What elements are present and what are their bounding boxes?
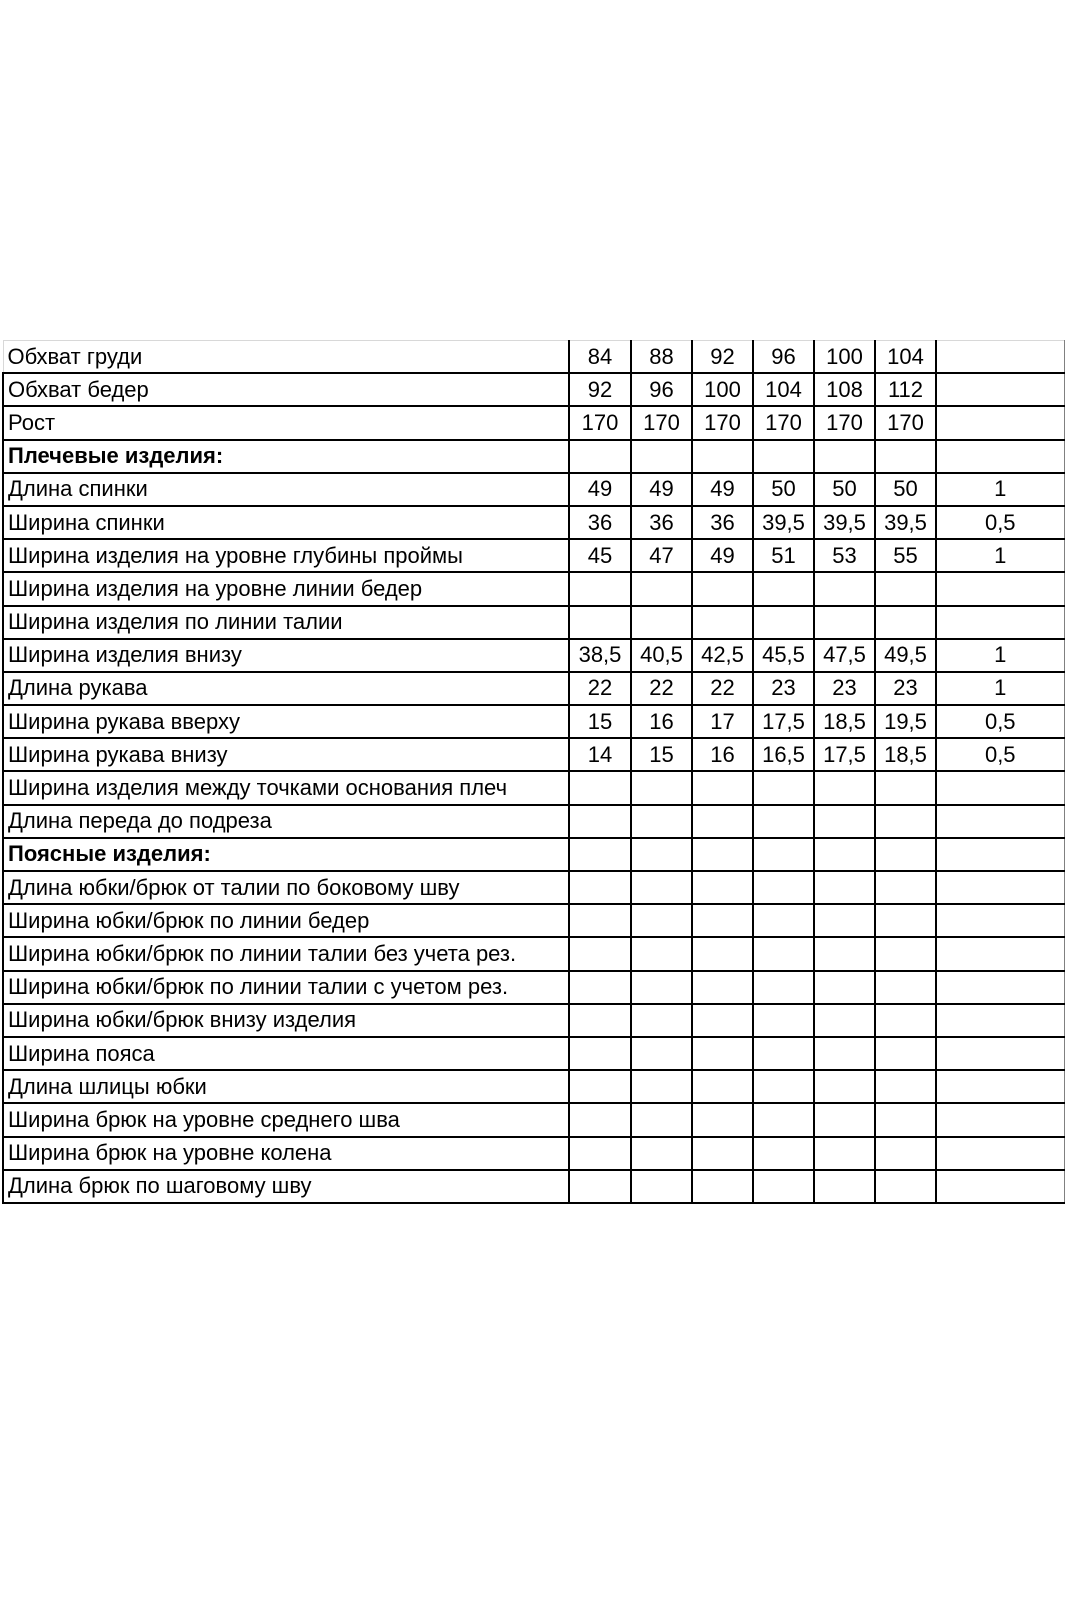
table-row xyxy=(3,805,1064,838)
size-value-cell xyxy=(753,572,814,605)
size-value-cell: 50 xyxy=(875,473,936,506)
tolerance-cell xyxy=(936,904,1064,937)
size-value-cell xyxy=(753,871,814,904)
table-row xyxy=(3,838,1064,871)
size-value-cell xyxy=(753,771,814,804)
size-value-cell xyxy=(569,1070,631,1103)
tolerance-cell: 1 xyxy=(936,639,1064,672)
size-value-cell xyxy=(569,937,631,970)
table-row xyxy=(3,406,1064,439)
table-row xyxy=(3,1170,1064,1203)
size-value-cell: 45,5 xyxy=(753,639,814,672)
size-value-cell xyxy=(875,838,936,871)
size-value-cell xyxy=(875,606,936,639)
size-value-cell xyxy=(814,1170,875,1203)
size-value-cell: 50 xyxy=(814,473,875,506)
size-value-cell xyxy=(814,971,875,1004)
tolerance-cell xyxy=(936,406,1064,439)
size-value-cell xyxy=(875,904,936,937)
tolerance-cell xyxy=(936,1037,1064,1070)
measurement-label: Рост xyxy=(3,406,569,439)
size-value-cell: 49 xyxy=(631,473,692,506)
table-row xyxy=(3,738,1064,771)
size-value-cell: 170 xyxy=(569,406,631,439)
table-row xyxy=(3,1137,1064,1170)
tolerance-cell xyxy=(936,971,1064,1004)
size-value-cell: 53 xyxy=(814,539,875,572)
measurement-label: Ширина изделия внизу xyxy=(3,639,569,672)
section-heading: Поясные изделия: xyxy=(3,838,569,871)
size-value-cell: 92 xyxy=(569,373,631,406)
table-row xyxy=(3,1037,1064,1070)
table-row xyxy=(3,904,1064,937)
tolerance-cell: 0,5 xyxy=(936,506,1064,539)
size-value-cell xyxy=(814,1103,875,1136)
measurement-label: Длина рукава xyxy=(3,672,569,705)
size-value-cell: 49,5 xyxy=(875,639,936,672)
size-value-cell xyxy=(692,904,753,937)
size-value-cell xyxy=(692,771,753,804)
size-value-cell xyxy=(814,1004,875,1037)
size-value-cell: 22 xyxy=(692,672,753,705)
size-value-cell xyxy=(631,1004,692,1037)
table-row xyxy=(3,705,1064,738)
tolerance-cell xyxy=(936,1103,1064,1136)
size-value-cell: 42,5 xyxy=(692,639,753,672)
size-value-cell: 96 xyxy=(631,373,692,406)
size-value-cell: 39,5 xyxy=(753,506,814,539)
size-value-cell xyxy=(753,606,814,639)
size-value-cell xyxy=(875,1137,936,1170)
size-chart-body xyxy=(3,341,1064,1203)
tolerance-cell: 1 xyxy=(936,539,1064,572)
size-value-cell xyxy=(692,1070,753,1103)
table-row xyxy=(3,937,1064,970)
size-value-cell xyxy=(692,1103,753,1136)
size-value-cell: 170 xyxy=(631,406,692,439)
tolerance-cell xyxy=(936,838,1064,871)
size-value-cell: 38,5 xyxy=(569,639,631,672)
size-value-cell xyxy=(814,904,875,937)
size-value-cell xyxy=(875,1170,936,1203)
table-row xyxy=(3,341,1064,374)
size-value-cell: 15 xyxy=(631,738,692,771)
tolerance-cell xyxy=(936,937,1064,970)
measurement-label: Ширина рукава внизу xyxy=(3,738,569,771)
table-row xyxy=(3,1004,1064,1037)
size-value-cell xyxy=(875,1070,936,1103)
size-value-cell: 16 xyxy=(631,705,692,738)
measurement-label: Длина юбки/брюк от талии по боковому шву xyxy=(3,871,569,904)
table-row xyxy=(3,440,1064,473)
table-row xyxy=(3,373,1064,406)
tolerance-cell xyxy=(936,771,1064,804)
size-value-cell: 47 xyxy=(631,539,692,572)
size-value-cell xyxy=(631,805,692,838)
size-value-cell: 51 xyxy=(753,539,814,572)
size-value-cell xyxy=(753,1170,814,1203)
size-value-cell xyxy=(569,1103,631,1136)
tolerance-cell xyxy=(936,440,1064,473)
tolerance-cell xyxy=(936,1004,1064,1037)
measurement-label: Длина брюк по шаговому шву xyxy=(3,1170,569,1203)
table-row xyxy=(3,871,1064,904)
size-value-cell xyxy=(692,572,753,605)
measurement-label: Ширина юбки/брюк по линии талии с учетом рез. xyxy=(3,971,569,1004)
table-row xyxy=(3,672,1064,705)
size-value-cell xyxy=(692,937,753,970)
size-value-cell: 23 xyxy=(753,672,814,705)
size-value-cell xyxy=(692,1137,753,1170)
size-value-cell xyxy=(692,805,753,838)
size-value-cell: 92 xyxy=(692,341,753,374)
table-row xyxy=(3,1070,1064,1103)
tolerance-cell xyxy=(936,1170,1064,1203)
size-value-cell: 55 xyxy=(875,539,936,572)
measurement-label: Обхват бедер xyxy=(3,373,569,406)
size-value-cell xyxy=(631,838,692,871)
size-value-cell xyxy=(814,572,875,605)
size-value-cell xyxy=(631,1137,692,1170)
tolerance-cell xyxy=(936,805,1064,838)
size-value-cell xyxy=(875,971,936,1004)
size-value-cell: 50 xyxy=(753,473,814,506)
size-value-cell xyxy=(692,606,753,639)
size-value-cell xyxy=(753,937,814,970)
size-value-cell xyxy=(814,771,875,804)
size-value-cell: 40,5 xyxy=(631,639,692,672)
size-value-cell: 104 xyxy=(875,341,936,374)
measurement-label: Ширина юбки/брюк по линии бедер xyxy=(3,904,569,937)
size-value-cell: 39,5 xyxy=(875,506,936,539)
section-heading: Плечевые изделия: xyxy=(3,440,569,473)
size-value-cell: 84 xyxy=(569,341,631,374)
size-value-cell xyxy=(875,440,936,473)
size-value-cell xyxy=(875,871,936,904)
measurement-label: Ширина брюк на уровне среднего шва xyxy=(3,1103,569,1136)
size-chart-table xyxy=(2,340,1065,1204)
size-value-cell: 16 xyxy=(692,738,753,771)
table-row xyxy=(3,639,1064,672)
size-value-cell xyxy=(692,440,753,473)
size-value-cell: 17,5 xyxy=(814,738,875,771)
measurement-label: Обхват груди xyxy=(3,341,569,374)
size-value-cell: 23 xyxy=(875,672,936,705)
size-value-cell xyxy=(875,805,936,838)
size-value-cell xyxy=(753,440,814,473)
tolerance-cell: 1 xyxy=(936,473,1064,506)
size-value-cell xyxy=(569,1137,631,1170)
size-value-cell: 18,5 xyxy=(814,705,875,738)
size-value-cell xyxy=(569,871,631,904)
measurement-label: Ширина брюк на уровне колена xyxy=(3,1137,569,1170)
tolerance-cell xyxy=(936,341,1064,374)
size-value-cell: 17,5 xyxy=(753,705,814,738)
size-value-cell xyxy=(631,1103,692,1136)
size-value-cell xyxy=(631,440,692,473)
size-value-cell xyxy=(569,606,631,639)
size-value-cell: 47,5 xyxy=(814,639,875,672)
tolerance-cell xyxy=(936,572,1064,605)
size-value-cell xyxy=(814,838,875,871)
size-value-cell: 104 xyxy=(753,373,814,406)
size-value-cell xyxy=(875,1103,936,1136)
size-value-cell xyxy=(753,838,814,871)
size-value-cell xyxy=(692,871,753,904)
table-row xyxy=(3,1103,1064,1136)
size-value-cell xyxy=(753,1137,814,1170)
size-value-cell xyxy=(569,1170,631,1203)
size-value-cell: 15 xyxy=(569,705,631,738)
size-value-cell xyxy=(631,1037,692,1070)
size-value-cell: 49 xyxy=(692,473,753,506)
size-value-cell xyxy=(875,937,936,970)
size-value-cell: 88 xyxy=(631,341,692,374)
size-value-cell: 100 xyxy=(814,341,875,374)
size-value-cell xyxy=(875,1037,936,1070)
size-value-cell xyxy=(753,971,814,1004)
tolerance-cell: 0,5 xyxy=(936,705,1064,738)
size-value-cell xyxy=(631,1070,692,1103)
size-value-cell xyxy=(631,1170,692,1203)
table-row xyxy=(3,606,1064,639)
size-value-cell xyxy=(753,1004,814,1037)
measurement-label: Длина спинки xyxy=(3,473,569,506)
size-value-cell: 170 xyxy=(692,406,753,439)
size-value-cell xyxy=(814,440,875,473)
size-value-cell xyxy=(631,904,692,937)
table-row xyxy=(3,971,1064,1004)
size-value-cell: 170 xyxy=(753,406,814,439)
table-row xyxy=(3,539,1064,572)
size-value-cell xyxy=(875,1004,936,1037)
size-value-cell: 36 xyxy=(692,506,753,539)
size-value-cell xyxy=(814,1070,875,1103)
size-value-cell xyxy=(692,1170,753,1203)
size-value-cell xyxy=(875,572,936,605)
size-value-cell xyxy=(631,606,692,639)
size-value-cell xyxy=(631,771,692,804)
size-value-cell xyxy=(753,805,814,838)
measurement-label: Длина переда до подреза xyxy=(3,805,569,838)
size-value-cell xyxy=(814,1037,875,1070)
size-value-cell xyxy=(692,1037,753,1070)
size-value-cell: 96 xyxy=(753,341,814,374)
size-value-cell xyxy=(569,440,631,473)
size-value-cell: 22 xyxy=(569,672,631,705)
size-value-cell xyxy=(631,971,692,1004)
size-value-cell: 14 xyxy=(569,738,631,771)
measurement-label: Ширина юбки/брюк по линии талии без учета рез. xyxy=(3,937,569,970)
size-value-cell xyxy=(875,771,936,804)
size-value-cell xyxy=(692,1004,753,1037)
size-value-cell xyxy=(692,838,753,871)
table-row xyxy=(3,572,1064,605)
size-value-cell: 108 xyxy=(814,373,875,406)
measurement-label: Ширина изделия на уровне линии бедер xyxy=(3,572,569,605)
size-value-cell xyxy=(814,805,875,838)
size-value-cell xyxy=(814,1137,875,1170)
size-value-cell: 170 xyxy=(814,406,875,439)
measurement-label: Ширина изделия по линии талии xyxy=(3,606,569,639)
size-value-cell xyxy=(814,871,875,904)
measurement-label: Ширина изделия на уровне глубины проймы xyxy=(3,539,569,572)
size-value-cell xyxy=(569,771,631,804)
size-value-cell xyxy=(569,838,631,871)
tolerance-cell xyxy=(936,871,1064,904)
size-value-cell: 22 xyxy=(631,672,692,705)
table-row xyxy=(3,506,1064,539)
size-value-cell xyxy=(753,904,814,937)
size-value-cell: 18,5 xyxy=(875,738,936,771)
measurement-label: Ширина изделия между точками основания плеч xyxy=(3,771,569,804)
size-value-cell xyxy=(814,937,875,970)
measurement-label: Ширина спинки xyxy=(3,506,569,539)
size-value-cell: 49 xyxy=(569,473,631,506)
size-value-cell xyxy=(753,1103,814,1136)
table-row xyxy=(3,771,1064,804)
size-value-cell: 23 xyxy=(814,672,875,705)
tolerance-cell xyxy=(936,1137,1064,1170)
size-value-cell: 170 xyxy=(875,406,936,439)
size-value-cell: 36 xyxy=(569,506,631,539)
size-value-cell: 49 xyxy=(692,539,753,572)
size-value-cell xyxy=(569,904,631,937)
size-value-cell xyxy=(753,1037,814,1070)
size-value-cell: 39,5 xyxy=(814,506,875,539)
size-value-cell xyxy=(631,572,692,605)
size-value-cell xyxy=(569,971,631,1004)
tolerance-cell xyxy=(936,373,1064,406)
size-value-cell: 16,5 xyxy=(753,738,814,771)
size-value-cell xyxy=(569,1004,631,1037)
size-value-cell: 17 xyxy=(692,705,753,738)
tolerance-cell: 1 xyxy=(936,672,1064,705)
tolerance-cell: 0,5 xyxy=(936,738,1064,771)
size-value-cell xyxy=(814,606,875,639)
table-row xyxy=(3,473,1064,506)
measurement-label: Длина шлицы юбки xyxy=(3,1070,569,1103)
size-value-cell: 36 xyxy=(631,506,692,539)
size-value-cell xyxy=(569,572,631,605)
tolerance-cell xyxy=(936,1070,1064,1103)
size-value-cell xyxy=(631,937,692,970)
measurement-label: Ширина юбки/брюк внизу изделия xyxy=(3,1004,569,1037)
size-value-cell xyxy=(569,1037,631,1070)
size-value-cell xyxy=(753,1070,814,1103)
measurement-label: Ширина пояса xyxy=(3,1037,569,1070)
size-value-cell xyxy=(569,805,631,838)
size-value-cell: 19,5 xyxy=(875,705,936,738)
size-value-cell: 45 xyxy=(569,539,631,572)
tolerance-cell xyxy=(936,606,1064,639)
size-value-cell xyxy=(692,971,753,1004)
measurement-label: Ширина рукава вверху xyxy=(3,705,569,738)
size-value-cell xyxy=(631,871,692,904)
size-value-cell: 112 xyxy=(875,373,936,406)
size-value-cell: 100 xyxy=(692,373,753,406)
